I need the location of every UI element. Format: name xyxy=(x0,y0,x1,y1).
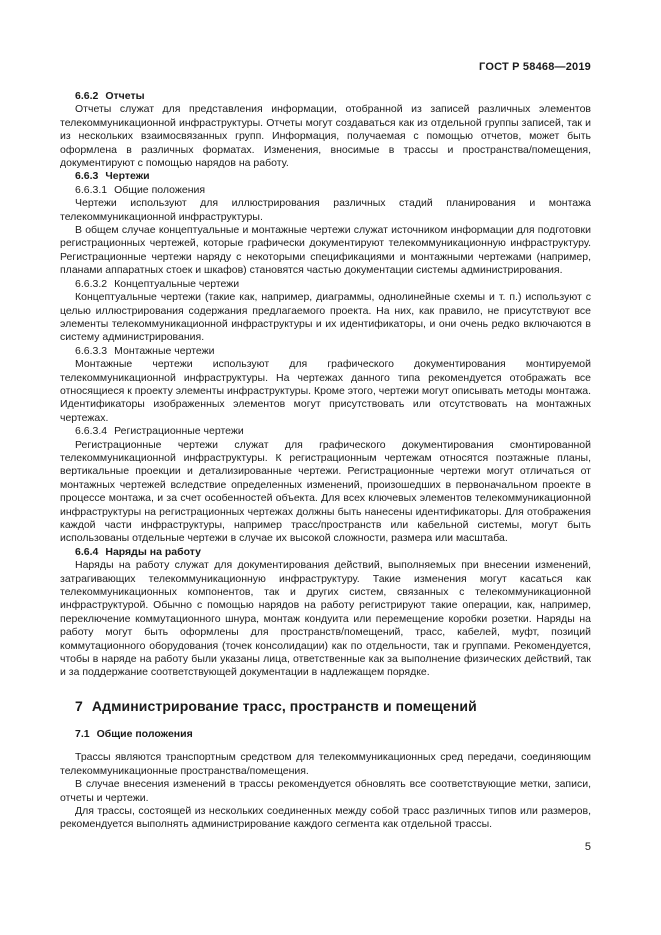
clause-number: 7.1 xyxy=(75,727,90,740)
paragraph: Для трассы, состоящей из нескольких соединенных между собой трасс различных типов или размеров, рекомендуется выполнять администрирование каждого сегмента как отдельной трассы. xyxy=(60,804,591,831)
document-header-standard-number: ГОСТ Р 58468—2019 xyxy=(479,61,591,73)
clause-number: 6.6.4 xyxy=(75,545,99,558)
paragraph: Монтажные чертежи используют для графического документирования монтируемой телекоммуникационной инфраструктуры. На чертежах данного типа рекомендуется отображать все относящиеся к проекту элементы инфраструктуры. Кроме этого, чертежи могут описывать методы монтажа. Идентификаторы изображенных элементов могут присутствовать или отсутствовать на монтажных чертежах. xyxy=(60,358,591,424)
section-number: 7 xyxy=(75,697,83,714)
paragraph: Отчеты служат для представления информации, отобранной из записей различных элементов телекоммуникационной инфраструктуры. Отчеты могут создаваться как из отдельной группы записей, так и из нескольких взаимосвязанных групп. Информация, получаемая с помощью отчетов, может быть оформлена в различных форматах. Изменения, вносимые в трассы и пространства/помещения, документируют с помощью нарядов на работу. xyxy=(60,103,591,170)
paragraph: Концептуальные чертежи (такие как, например, диаграммы, однолинейные схемы и т. п.) используют с целью иллюстрирования содержания предлагаемого проекта. На них, как правило, не присутствуют все элементы телекоммуникационной инфраструктуры и их идентификаторы, и они очень редко включаются в систему администрирования. xyxy=(60,291,591,344)
clause-title: Концептуальные чертежи xyxy=(114,277,240,290)
clause-title: Регистрационные чертежи xyxy=(114,425,244,438)
clause-heading-6-6-4 xyxy=(60,546,591,559)
clause-heading-6-6-2 xyxy=(60,90,591,103)
clause-heading-6-6-3-2 xyxy=(60,278,591,291)
clause-heading-7-1 xyxy=(60,728,591,741)
clause-heading-6-6-3-4 xyxy=(60,425,591,438)
clause-number: 6.6.2 xyxy=(75,90,99,102)
clause-number: 6.6.3.3 xyxy=(75,344,108,357)
paragraph: Трассы являются транспортным средством для телекоммуникационных сред передачи, соединяющим телекоммуникационные пространства/помещения. xyxy=(60,751,591,777)
paragraph: В случае внесения изменений в трассы рекомендуется обновлять все соответствующие метки, записи, отчеты и чертежи. xyxy=(60,778,591,804)
clause-title: Наряды на работу xyxy=(105,545,201,558)
clause-title: Монтажные чертежи xyxy=(114,344,215,357)
clause-title: Отчеты xyxy=(105,90,145,102)
clause-title: Общие положения xyxy=(96,727,193,740)
paragraph: Регистрационные чертежи служат для графического документирования смонтированной телекоммуникационной инфраструктуры. К регистрационным чертежам относятся поэтажные планы, вертикальные проекции и детализированные чертежи. Регистрационные чертежи могут отличаться от монтажных чертежей вследствие определенных изменений, произошедших в первоначальном проекте в процессе монтажа, и за счет особенностей объекта. Для всех ключевых элементов телекоммуникационной инфраструктуры на регистрационных чертежах должны быть нанесены идентификаторы. Для отображения каждой части инфраструктуры, например трасс/пространств или кабельной системы, могут быть использованы отдельные чертежи в случае их высокой сложности, размера или масштаба. xyxy=(60,438,591,545)
page-number: 5 xyxy=(584,841,591,853)
clause-heading-6-6-3 xyxy=(60,170,591,183)
clause-number: 6.6.3.1 xyxy=(75,183,108,196)
clause-heading-6-6-3-1 xyxy=(60,184,591,197)
paragraph: В общем случае концептуальные и монтажные чертежи служат источником информации для подготовки регистрационных чертежей, которые графически документируют телекоммуникационную инфраструктуру. Регистрационные чертежи наряду с некоторыми спецификациями и монтажными чертежами (например, планами аппаратных стоек и шкафов) становятся частью документации системы администрирования. xyxy=(60,224,591,277)
clause-title: Чертежи xyxy=(105,170,150,183)
paragraph: Чертежи используют для иллюстрирования различных стадий планирования и монтажа телекоммуникационной инфраструктуры. xyxy=(60,197,591,223)
clause-heading-6-6-3-3 xyxy=(60,345,591,358)
section-heading-7 xyxy=(60,698,591,715)
clause-number: 6.6.3.2 xyxy=(75,277,108,290)
document-body xyxy=(60,90,591,832)
clause-number: 6.6.3.4 xyxy=(75,425,108,438)
paragraph: Наряды на работу служат для документирования действий, выполняемых при внесении изменений, затрагивающих телекоммуникационную инфраструктуру. Такие изменения могут касаться как телекоммуникационных компонентов, так и других систем, связанных с телекоммуникационной инфраструктурой. Обычно с помощью нарядов на работу регистрируют такие операции, как, например, переключение коммутационного шнура, монтаж кондуита или перемещение коробки розетки. Наряды на работу могут быть оформлены для пространств/помещений, трасс, кабелей, муфт, позиций коммутационного оборудования (точек консолидации) как по отдельности, так и группами. Рекомендуется, чтобы в наряде на работу были указаны лица, ответственные как за выполнение физических действий, так и за поддержание соответствующей документации в надлежащем порядке. xyxy=(60,559,591,679)
clause-number: 6.6.3 xyxy=(75,170,99,183)
clause-title: Общие положения xyxy=(114,183,206,196)
section-title: Администрирование трасс, пространств и помещений xyxy=(91,697,477,714)
